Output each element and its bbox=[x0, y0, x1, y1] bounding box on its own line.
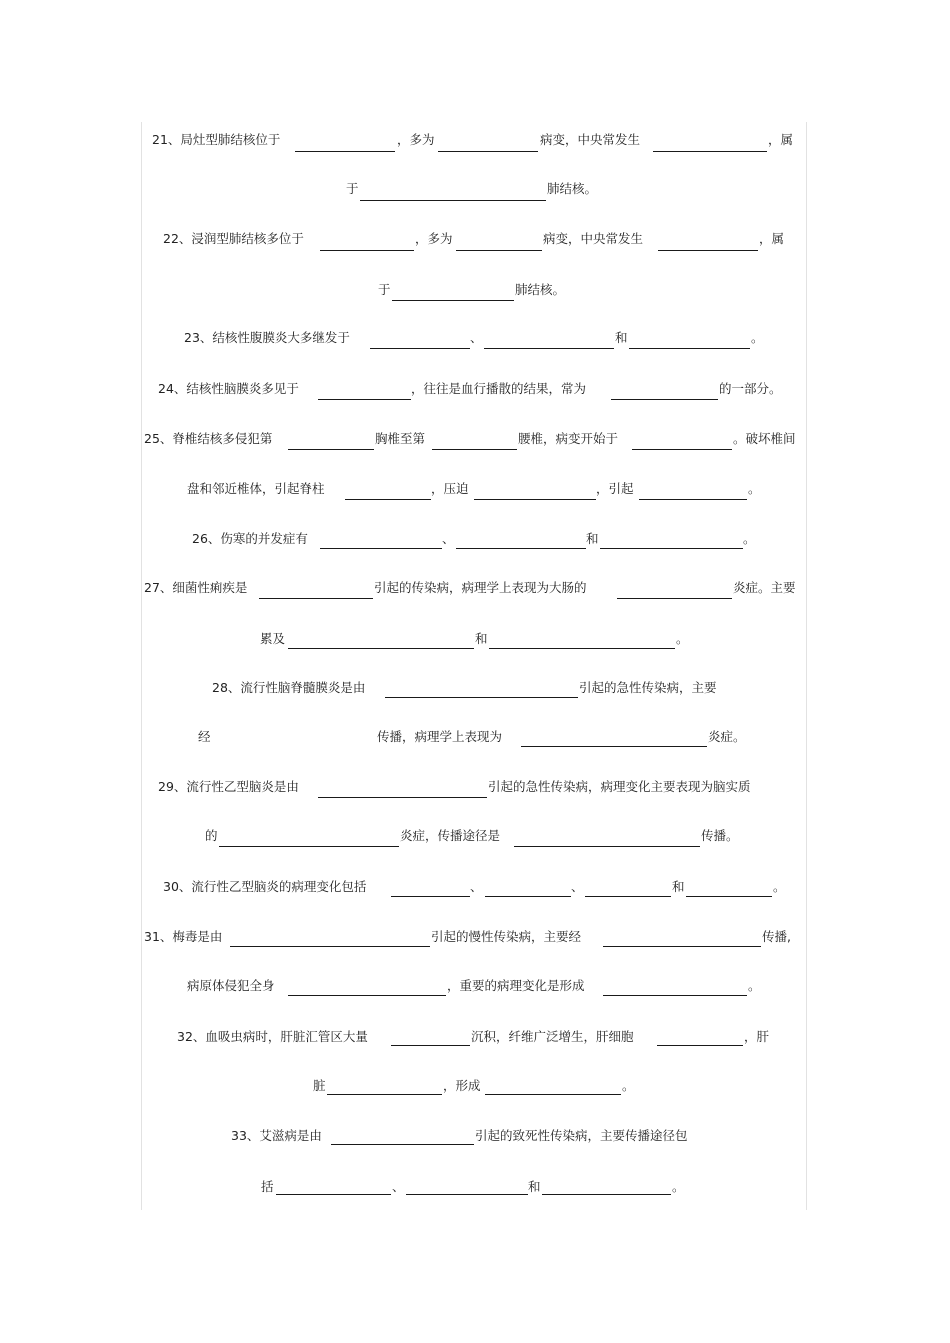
q33-text-e: 和 bbox=[528, 1179, 541, 1194]
q31-text-f: 。 bbox=[748, 978, 761, 993]
q31-blank-1[interactable] bbox=[230, 946, 430, 947]
q32-text-f: 。 bbox=[622, 1078, 635, 1093]
q29-text-c: 的 bbox=[205, 828, 218, 843]
q30-text-c: 、 bbox=[571, 879, 584, 894]
q27-blank-3[interactable] bbox=[288, 648, 474, 649]
q26-text-c: 和 bbox=[586, 531, 599, 546]
q22-text-e: 于 bbox=[378, 282, 391, 297]
q30-blank-1[interactable] bbox=[391, 896, 470, 897]
q33-blank-3[interactable] bbox=[406, 1194, 528, 1195]
q25-text-b: 胸椎至第 bbox=[375, 431, 426, 446]
q33-blank-4[interactable] bbox=[542, 1194, 671, 1195]
q30-blank-3[interactable] bbox=[585, 896, 671, 897]
left-margin-line bbox=[141, 122, 142, 1210]
q25-blank-2[interactable] bbox=[432, 449, 517, 450]
q27-text-f: 。 bbox=[676, 631, 689, 646]
q25-blank-5[interactable] bbox=[474, 499, 596, 500]
q22-text-b: ，多为 bbox=[415, 231, 453, 246]
q21-text-d: ，属 bbox=[768, 132, 794, 147]
q25-text-e: 盘和邻近椎体，引起脊柱 bbox=[187, 481, 325, 496]
q33-text-c: 括 bbox=[261, 1179, 274, 1194]
q32-blank-2[interactable] bbox=[657, 1045, 743, 1046]
q22-text-f: 肺结核。 bbox=[515, 282, 566, 297]
q31-text-a: 31、梅毒是由 bbox=[144, 929, 223, 944]
q29-text-e: 传播。 bbox=[701, 828, 739, 843]
q22-blank-2[interactable] bbox=[456, 250, 542, 251]
q33-blank-2[interactable] bbox=[276, 1194, 391, 1195]
q32-blank-1[interactable] bbox=[391, 1045, 470, 1046]
q26-blank-2[interactable] bbox=[456, 548, 586, 549]
q22-blank-3[interactable] bbox=[658, 250, 758, 251]
q31-text-c: 传播, bbox=[762, 929, 791, 944]
q31-text-e: ，重要的病理变化是形成 bbox=[447, 978, 585, 993]
q30-text-e: 。 bbox=[773, 879, 786, 894]
q25-text-d: 。破坏椎间 bbox=[733, 431, 796, 446]
q32-text-c: ，肝 bbox=[744, 1029, 770, 1044]
q32-blank-3[interactable] bbox=[327, 1094, 442, 1095]
q33-text-d: 、 bbox=[392, 1179, 405, 1194]
q24-blank-2[interactable] bbox=[611, 399, 718, 400]
q23-blank-1[interactable] bbox=[370, 348, 470, 349]
q29-text-a: 29、流行性乙型脑炎是由 bbox=[158, 779, 299, 794]
q29-blank-2[interactable] bbox=[219, 846, 399, 847]
right-margin-line bbox=[806, 122, 807, 1210]
q32-text-a: 32、血吸虫病时，肝脏汇管区大量 bbox=[177, 1029, 368, 1044]
q22-blank-1[interactable] bbox=[320, 250, 414, 251]
q29-text-d: 炎症，传播途径是 bbox=[400, 828, 501, 843]
q23-text-a: 23、结核性腹膜炎大多继发于 bbox=[184, 330, 350, 345]
q21-blank-3[interactable] bbox=[653, 151, 767, 152]
q27-text-d: 累及 bbox=[260, 631, 286, 646]
q30-blank-2[interactable] bbox=[485, 896, 571, 897]
q26-blank-1[interactable] bbox=[320, 548, 442, 549]
q27-blank-4[interactable] bbox=[489, 648, 675, 649]
q21-text-e: 于 bbox=[346, 181, 359, 196]
q26-blank-3[interactable] bbox=[600, 548, 743, 549]
q28-text-d: 传播，病理学上表现为 bbox=[377, 729, 503, 744]
q23-blank-2[interactable] bbox=[484, 348, 614, 349]
q33-text-f: 。 bbox=[672, 1179, 685, 1194]
q32-blank-4[interactable] bbox=[485, 1094, 621, 1095]
q21-blank-1[interactable] bbox=[295, 151, 395, 152]
q26-text-b: 、 bbox=[442, 531, 455, 546]
q27-blank-2[interactable] bbox=[617, 598, 732, 599]
q27-text-a: 27、细菌性痢疾是 bbox=[144, 580, 248, 595]
q24-text-a: 24、结核性脑膜炎多见于 bbox=[158, 381, 299, 396]
q25-text-h: 。 bbox=[748, 481, 761, 496]
q25-text-f: ，压迫 bbox=[431, 481, 469, 496]
q33-blank-1[interactable] bbox=[331, 1144, 474, 1145]
q21-text-a: 21、局灶型肺结核位于 bbox=[152, 132, 281, 147]
q21-text-c: 病变，中央常发生 bbox=[540, 132, 641, 147]
q24-blank-1[interactable] bbox=[318, 399, 411, 400]
q21-text-b: ，多为 bbox=[397, 132, 435, 147]
q32-text-d: 脏 bbox=[313, 1078, 326, 1093]
q25-text-c: 腰椎，病变开始于 bbox=[518, 431, 619, 446]
q28-text-b: 引起的急性传染病，主要 bbox=[579, 680, 717, 695]
q30-text-b: 、 bbox=[470, 879, 483, 894]
q26-text-d: 。 bbox=[743, 531, 756, 546]
q27-text-e: 和 bbox=[475, 631, 488, 646]
q24-text-c: 的一部分。 bbox=[719, 381, 782, 396]
q29-text-b: 引起的急性传染病，病理变化主要表现为脑实质 bbox=[488, 779, 751, 794]
q21-text-f: 肺结核。 bbox=[547, 181, 598, 196]
q21-blank-4[interactable] bbox=[360, 200, 546, 201]
q31-text-d: 病原体侵犯全身 bbox=[187, 978, 275, 993]
q31-blank-3[interactable] bbox=[288, 995, 446, 996]
q23-text-b: 、 bbox=[470, 330, 483, 345]
q27-text-b: 引起的传染病，病理学上表现为大肠的 bbox=[374, 580, 587, 595]
q29-blank-1[interactable] bbox=[318, 797, 487, 798]
q25-blank-3[interactable] bbox=[632, 449, 732, 450]
q32-text-b: 沉积，纤维广泛增生，肝细胞 bbox=[471, 1029, 634, 1044]
q27-blank-1[interactable] bbox=[259, 598, 373, 599]
q32-text-e: ，形成 bbox=[443, 1078, 481, 1093]
q25-text-a: 25、脊椎结核多侵犯第 bbox=[144, 431, 273, 446]
q23-text-d: 。 bbox=[751, 330, 764, 345]
q33-text-a: 33、艾滋病是由 bbox=[231, 1128, 322, 1143]
q23-blank-3[interactable] bbox=[629, 348, 750, 349]
q26-text-a: 26、伤寒的并发症有 bbox=[192, 531, 308, 546]
q28-blank-2[interactable] bbox=[521, 746, 707, 747]
q25-blank-6[interactable] bbox=[639, 499, 747, 500]
q25-text-g: ，引起 bbox=[596, 481, 634, 496]
q33-text-b: 引起的致死性传染病，主要传播途径包 bbox=[475, 1128, 688, 1143]
q29-blank-3[interactable] bbox=[514, 846, 700, 847]
q22-text-d: ，属 bbox=[759, 231, 785, 246]
q22-text-c: 病变，中央常发生 bbox=[543, 231, 644, 246]
q31-blank-2[interactable] bbox=[603, 946, 761, 947]
q23-text-c: 和 bbox=[615, 330, 628, 345]
q30-text-a: 30、流行性乙型脑炎的病理变化包括 bbox=[163, 879, 367, 894]
q22-text-a: 22、浸润型肺结核多位于 bbox=[163, 231, 304, 246]
q31-text-b: 引起的慢性传染病，主要经 bbox=[431, 929, 582, 944]
q28-blank-1[interactable] bbox=[385, 697, 578, 698]
q25-blank-1[interactable] bbox=[288, 449, 374, 450]
q21-blank-2[interactable] bbox=[438, 151, 538, 152]
q28-text-a: 28、流行性脑脊髓膜炎是由 bbox=[212, 680, 366, 695]
q28-text-c: 经 bbox=[198, 729, 211, 744]
q28-text-e: 炎症。 bbox=[708, 729, 746, 744]
q24-text-b: ，往往是血行播散的结果，常为 bbox=[411, 381, 587, 396]
q27-text-c: 炎症。主要 bbox=[733, 580, 796, 595]
q31-blank-4[interactable] bbox=[603, 995, 747, 996]
q25-blank-4[interactable] bbox=[345, 499, 431, 500]
q30-blank-4[interactable] bbox=[686, 896, 772, 897]
q22-blank-4[interactable] bbox=[392, 300, 514, 301]
q30-text-d: 和 bbox=[672, 879, 685, 894]
